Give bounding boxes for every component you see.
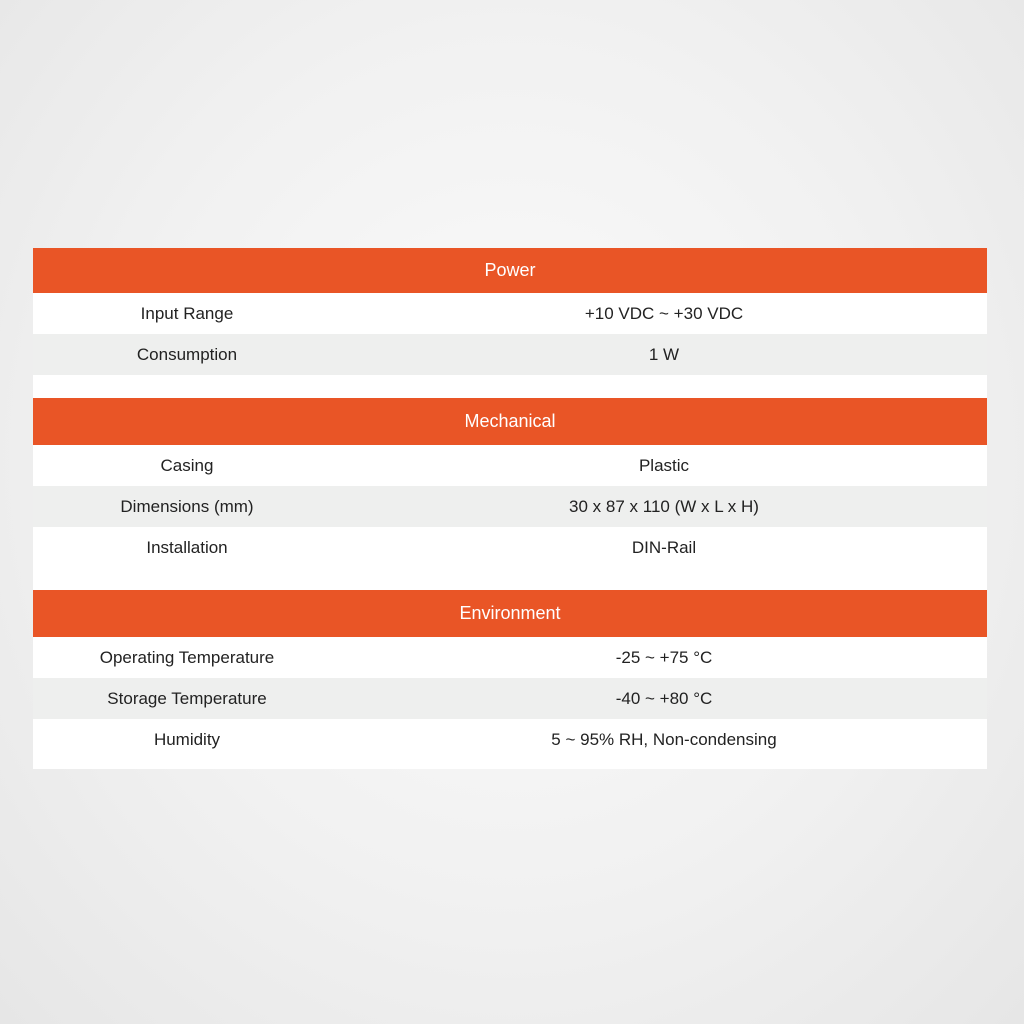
section-spacer	[33, 568, 987, 590]
table-row	[33, 334, 987, 375]
section-header-mechanical	[33, 398, 987, 445]
row-value: 1 W	[648, 344, 680, 364]
row-label: Humidity	[153, 729, 221, 749]
table-row	[33, 486, 987, 527]
row-value: 30 x 87 x 110 (W x L x H)	[569, 496, 759, 516]
row-label: Casing	[160, 455, 214, 475]
row-value: Plastic	[638, 455, 690, 475]
spec-table	[33, 248, 987, 769]
row-value: +10 VDC ~ +30 VDC	[584, 303, 744, 323]
table-bottom-spacer	[33, 760, 987, 769]
table-row	[33, 719, 987, 760]
row-value: DIN-Rail	[631, 537, 697, 557]
row-value: -40 ~ +80 °C	[615, 688, 713, 708]
row-label: Consumption	[136, 344, 238, 364]
section-header-environment	[33, 590, 987, 637]
row-label: Input Range	[140, 303, 234, 323]
section-header-power	[33, 248, 987, 293]
row-label: Installation	[146, 537, 228, 557]
table-row	[33, 445, 987, 486]
row-label: Storage Temperature	[107, 688, 267, 708]
row-value: -25 ~ +75 °C	[615, 647, 713, 667]
table-row	[33, 527, 987, 568]
table-row	[33, 293, 987, 334]
section-title: Environment	[459, 603, 561, 623]
table-row	[33, 637, 987, 678]
row-label: Dimensions (mm)	[120, 496, 254, 516]
row-label: Operating Temperature	[99, 647, 275, 667]
section-title: Mechanical	[464, 411, 556, 431]
section-title: Power	[484, 260, 536, 280]
section-spacer	[33, 375, 987, 398]
row-value: 5 ~ 95% RH, Non-condensing	[551, 729, 777, 749]
table-row	[33, 678, 987, 719]
